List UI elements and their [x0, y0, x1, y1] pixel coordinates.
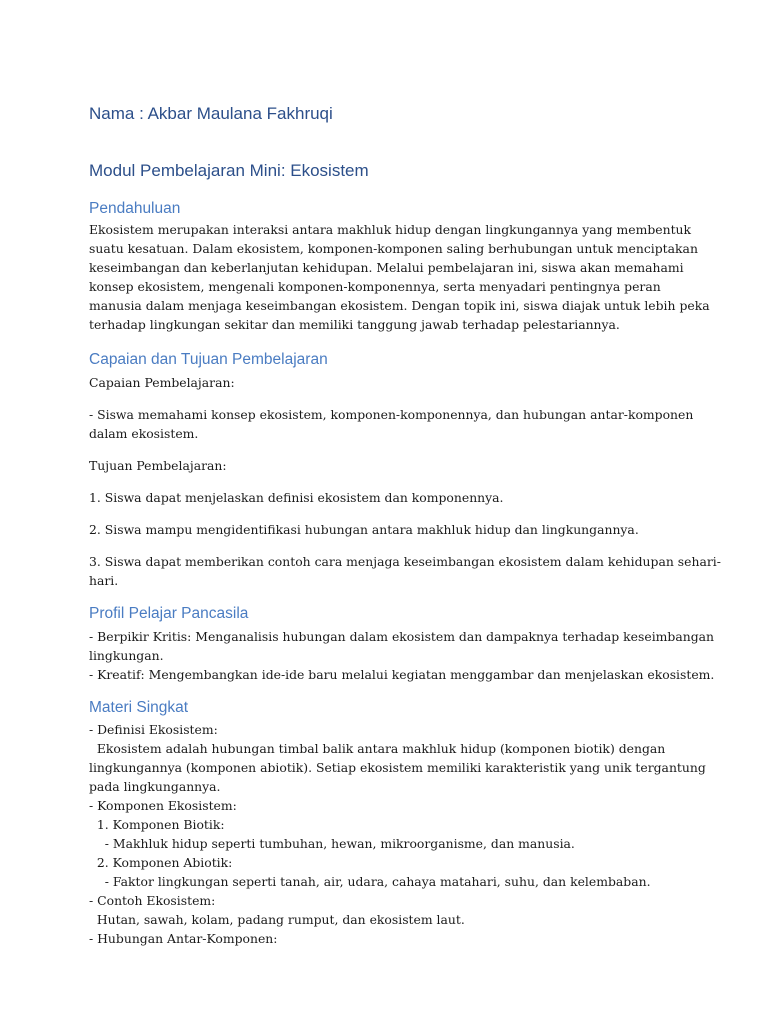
text-line: dalam ekosistem.: [89, 426, 199, 441]
text-line: - Faktor lingkungan seperti tanah, air, udara, cahaya matahari, suhu, dan kelembaban.: [89, 874, 651, 889]
text-line: keseimbangan dan keberlanjutan kehidupan. Melalui pembelajaran ini, siswa akan memahami: [89, 260, 684, 275]
capaian-item: [89, 405, 694, 443]
section-title-pendahuluan: Pendahuluan: [89, 200, 181, 217]
section-title-profil: Profil Pelajar Pancasila: [89, 605, 249, 622]
tujuan-item-2: [89, 520, 689, 539]
text-line: Capaian Pembelajaran:: [89, 375, 235, 390]
text-line: hari.: [89, 573, 119, 588]
text-line: - Contoh Ekosistem:: [89, 893, 216, 908]
profil-list: [89, 627, 715, 684]
text-line: - Makhluk hidup seperti tumbuhan, hewan, mikroorganisme, dan manusia.: [89, 836, 575, 851]
text-line: 2. Komponen Abiotik:: [89, 855, 233, 870]
materi-content: [89, 720, 706, 948]
text-line: 1. Siswa dapat menjelaskan definisi ekosistem dan komponennya.: [89, 490, 504, 505]
text-line: konsep ekosistem, mengenali komponen-komponennya, serta menyadari pentingnya peran: [89, 279, 661, 294]
text-line: pada lingkungannya.: [89, 779, 221, 794]
module-title: Modul Pembelajaran Mini: Ekosistem: [89, 161, 369, 180]
section-title-materi: Materi Singkat: [89, 699, 189, 716]
text-line: terhadap lingkungan sekitar dan memiliki tanggung jawab terhadap pelestariannya.: [89, 317, 620, 332]
text-line: 3. Siswa dapat memberikan contoh cara menjaga keseimbangan ekosistem dalam kehidupan sehari-: [89, 554, 721, 569]
text-line: - Berpikir Kritis: Menganalisis hubungan dalam ekosistem dan dampaknya terhadap keseimbangan: [89, 629, 715, 644]
text-line: - Kreatif: Mengembangkan ide-ide baru melalui kegiatan menggambar dan menjelaskan ekosistem.: [89, 667, 715, 682]
text-line: Tujuan Pembelajaran:: [89, 458, 227, 473]
text-line: 2. Siswa mampu mengidentifikasi hubungan antara makhluk hidup dan lingkungannya.: [89, 522, 639, 537]
name-heading: Nama : Akbar Maulana Fakhruqi: [89, 104, 333, 123]
capaian-label: [89, 373, 689, 392]
tujuan-item-1: [89, 488, 689, 507]
text-line: suatu kesatuan. Dalam ekosistem, komponen-komponen saling berhubungan untuk menciptakan: [89, 241, 698, 256]
text-line: - Definisi Ekosistem:: [89, 722, 218, 737]
text-line: Ekosistem adalah hubungan timbal balik antara makhluk hidup (komponen biotik) dengan: [89, 741, 666, 756]
text-line: Hutan, sawah, kolam, padang rumput, dan ekosistem laut.: [89, 912, 465, 927]
text-line: lingkungannya (komponen abiotik). Setiap ekosistem memiliki karakteristik yang unik tergantung: [89, 760, 706, 775]
tujuan-item-3: [89, 552, 721, 590]
text-line: - Komponen Ekosistem:: [89, 798, 237, 813]
tujuan-label: [89, 456, 689, 475]
text-line: Ekosistem merupakan interaksi antara makhluk hidup dengan lingkungannya yang membentuk: [89, 222, 692, 237]
section-title-capaian: Capaian dan Tujuan Pembelajaran: [89, 351, 328, 368]
pendahuluan-paragraph: [89, 220, 710, 334]
text-line: manusia dalam menjaga keseimbangan ekosistem. Dengan topik ini, siswa diajak untuk lebih peka: [89, 298, 710, 313]
text-line: 1. Komponen Biotik:: [89, 817, 225, 832]
text-line: - Siswa memahami konsep ekosistem, komponen-komponennya, dan hubungan antar-komponen: [89, 407, 694, 422]
text-line: - Hubungan Antar-Komponen:: [89, 931, 278, 946]
text-line: lingkungan.: [89, 648, 164, 663]
